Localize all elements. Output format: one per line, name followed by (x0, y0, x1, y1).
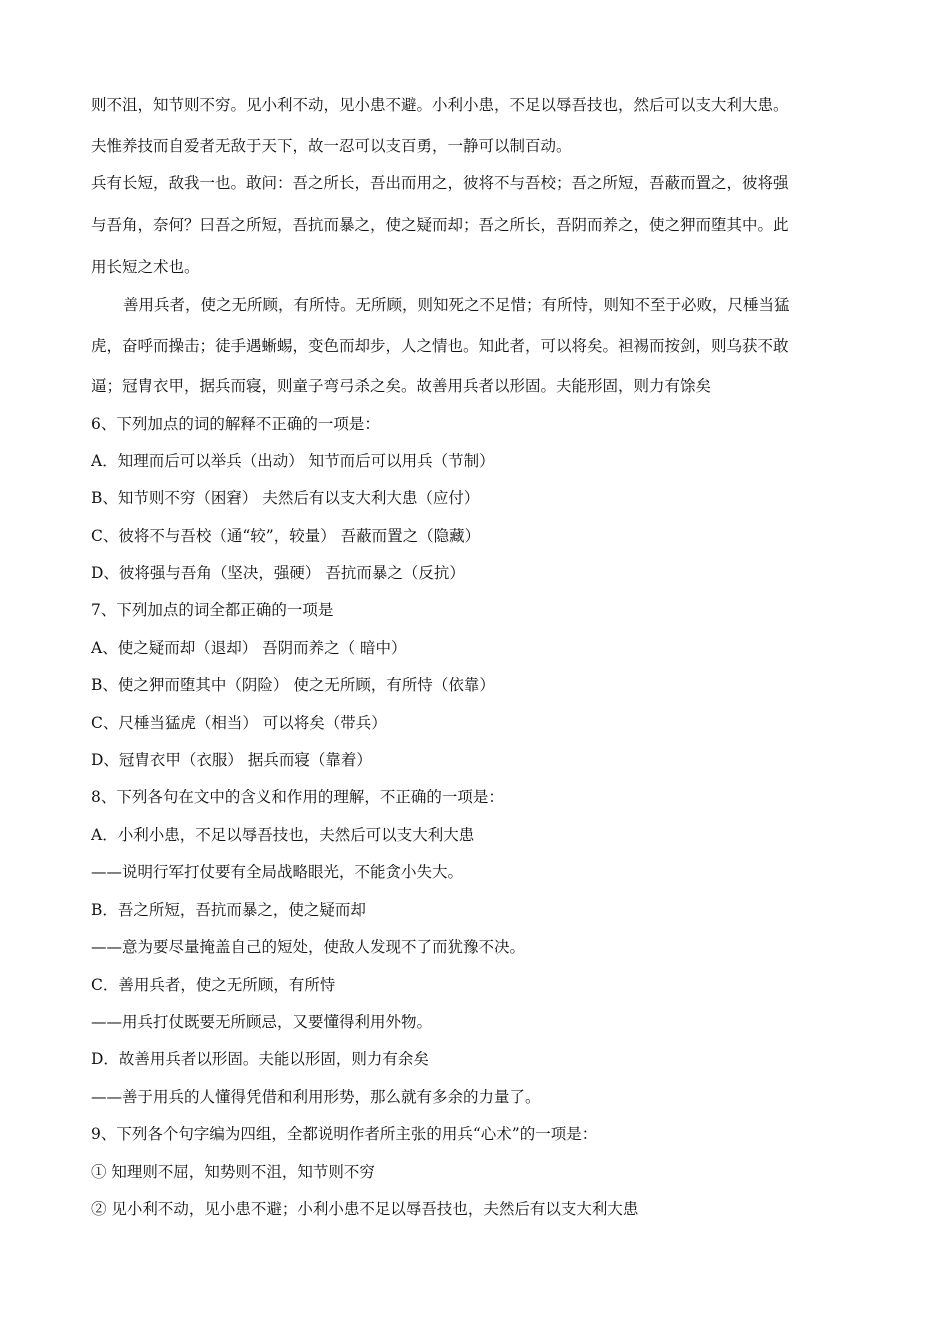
question-6-option-a: A．知理而后可以举兵（出动） 知节而后可以用兵（节制） (91, 452, 495, 470)
passage-line: 则不沮，知节则不穷。见小利不动，见小患不避。小利小患，不足以辱吾技也，然后可以支大利大患。 (91, 96, 789, 114)
passage-line: 善用兵者，使之无所顾，有所恃。无所顾，则知死之不足惜；有所恃，则知不至于必败，尺棰当猛 (123, 296, 790, 314)
question-8-option-a: A．小利小患，不足以辱吾技也，夫然后可以支大利大患 (91, 826, 475, 844)
question-8-stem: 8、下列各句在文中的含义和作用的理解，不正确的一项是： (91, 788, 504, 806)
question-9-item-1: ① 知理则不屈，知势则不沮，知节则不穷 (91, 1163, 375, 1181)
passage-line: 夫惟养技而自爱者无敌于天下，故一忍可以支百勇，一静可以制百动。 (91, 137, 572, 155)
passage-line: 与吾角，奈何？曰吾之所短，吾抗而暴之，使之疑而却；吾之所长，吾阴而养之，使之狎而堕其中。此 (91, 216, 789, 234)
question-8-option-c: C．善用兵者，使之无所顾，有所恃 (91, 976, 336, 994)
question-7-option-a: A、使之疑而却（退却） 吾阴而养之（ 暗中） (91, 639, 407, 657)
question-9-item-2: ② 见小利不动，见小患不避；小利小患不足以辱吾技也，夫然后有以支大利大患 (91, 1200, 639, 1218)
question-9-stem: 9、下列各个句字编为四组，全都说明作者所主张的用兵“心术”的一项是： (91, 1125, 598, 1143)
question-6-stem: 6、下列加点的词的解释不正确的一项是： (91, 415, 380, 433)
question-8-option-d-explanation: ——善于用兵的人懂得凭借和利用形势，那么就有多余的力量了。 (91, 1088, 541, 1106)
question-7-stem: 7、下列加点的词全都正确的一项是 (91, 601, 334, 619)
passage-line: 用长短之术也。 (91, 258, 200, 276)
question-8-option-d: D．故善用兵者以形固。夫能以形固，则力有余矣 (91, 1050, 429, 1068)
question-8-option-c-explanation: ——用兵打仗既要无所顾忌，又要懂得利用外物。 (91, 1013, 433, 1031)
passage-line: 兵有长短，敌我一也。敢问：吾之所长，吾出而用之，彼将不与吾校；吾之所短，吾蔽而置之，彼将强 (91, 174, 789, 192)
question-6-option-d: D、彼将强与吾角（坚决，强硬） 吾抗而暴之（反抗） (91, 564, 465, 582)
question-8-option-b: B．吾之所短，吾抗而暴之，使之疑而却 (91, 901, 366, 919)
question-6-option-b: B、知节则不穷（困窘） 夫然后有以支大利大患（应付） (91, 489, 480, 507)
question-6-option-c: C、彼将不与吾校（通“较”，较量） 吾蔽而置之（隐藏） (91, 527, 481, 545)
question-8-option-a-explanation: ——说明行军打仗要有全局战略眼光，不能贪小失大。 (91, 863, 464, 881)
question-8-option-b-explanation: ——意为要尽量掩盖自己的短处，使敌人发现不了而犹豫不决。 (91, 938, 526, 956)
question-7-option-d: D、冠胄衣甲（衣服） 据兵而寝（靠着） (91, 751, 372, 769)
question-7-option-c: C、尺棰当猛虎（相当） 可以将矣（带兵） (91, 714, 387, 732)
question-7-option-b: B、使之狎而堕其中（阴险） 使之无所顾，有所恃（依靠） (91, 676, 495, 694)
passage-line: 虎，奋呼而操击；徒手遇蜥蜴，变色而却步，人之情也。知此者，可以将矣。袒裼而按剑，则乌获不敢 (91, 337, 789, 355)
passage-line: 逼；冠胄衣甲，据兵而寝，则童子弯弓杀之矣。故善用兵者以形固。夫能形固，则力有馀矣 (91, 377, 712, 395)
